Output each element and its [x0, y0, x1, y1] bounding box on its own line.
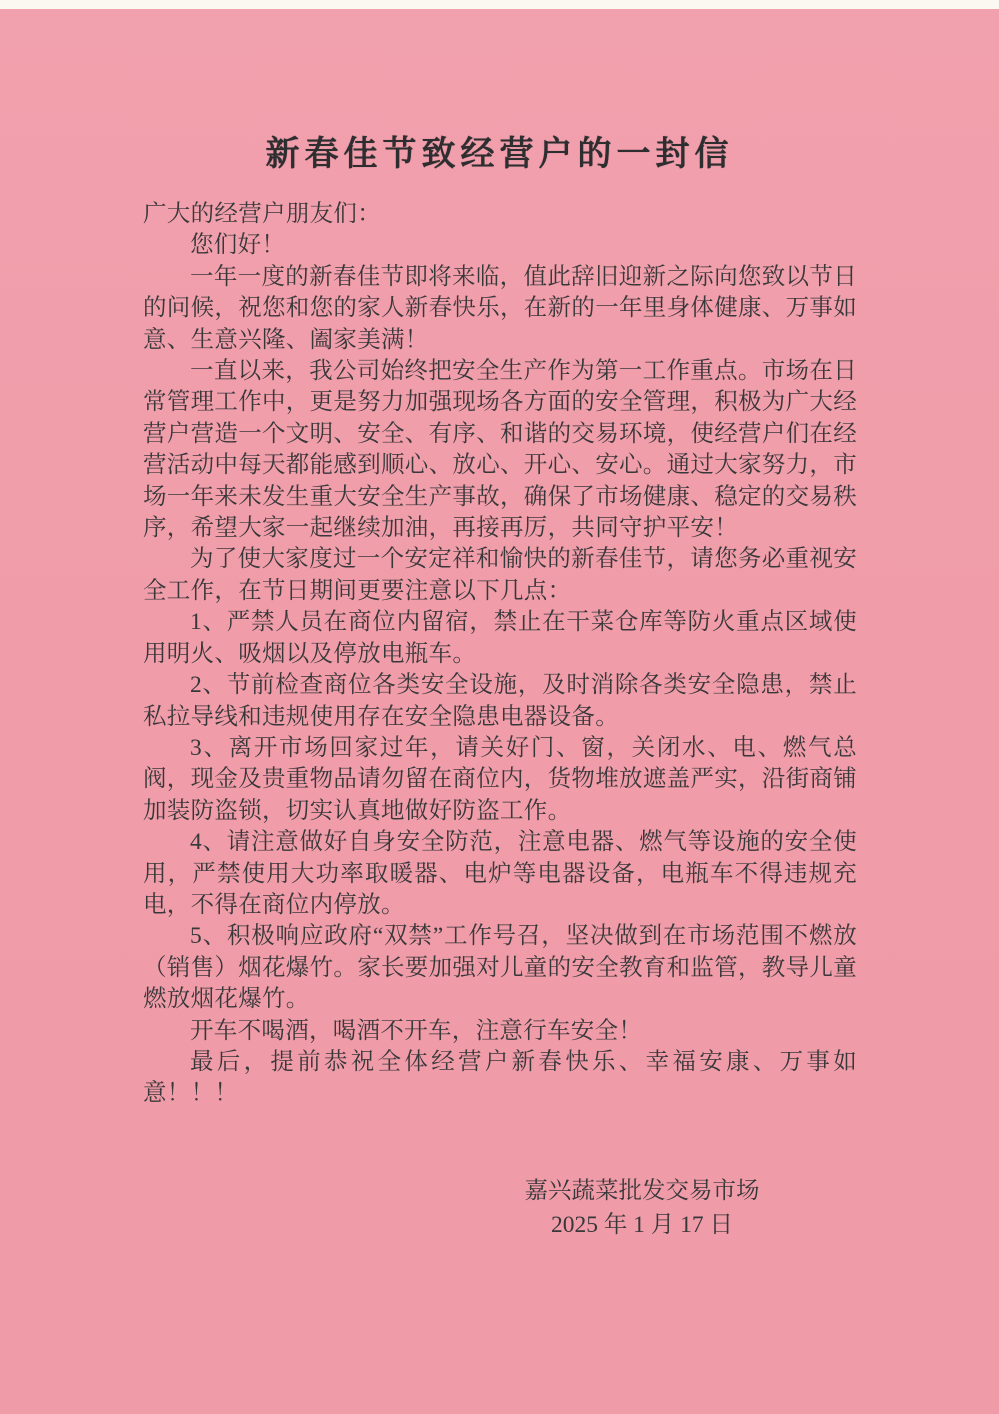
greeting-line: 您们好！ — [190, 232, 286, 259]
notice-item-1: 1、严禁人员在商位内留宿，禁止在干菜仓库等防火重点区域使用明火、吸烟以及停放电瓶车。 — [143, 609, 857, 667]
closing-wishes-line: 最后，提前恭祝全体经营户新春快乐、幸福安康、万事如意！！！ — [143, 1048, 857, 1107]
driving-safety-line: 开车不喝酒，喝酒不开车，注意行车安全！ — [190, 1017, 643, 1044]
signature-organization: 嘉兴蔬菜批发交易市场 — [524, 1178, 760, 1204]
paragraph-holiday-notice-intro: 为了使大家度过一个安定祥和愉快的新春佳节，请您务必重视安全工作，在节日期间更要注意以下几点： — [143, 546, 857, 604]
notice-item-2: 2、节前检查商位各类安全设施，及时消除各类安全隐患，禁止私拉导线和违规使用存在安全隐患电器设备。 — [143, 672, 857, 730]
notice-item-4: 4、请注意做好自身安全防范，注意电器、燃气等设施的安全使用，严禁使用大功率取暖器、电炉等电器设备，电瓶车不得违规充电，不得在商位内停放。 — [143, 829, 857, 918]
notice-item-3: 3、离开市场回家过年，请关好门、窗，关闭水、电、燃气总阀，现金及贵重物品请勿留在商位内，货物堆放遮盖严实，沿街商铺加装防盗锁，切实认真地做好防盗工作。 — [143, 734, 857, 824]
salutation-line: 广大的经营户朋友们： — [143, 201, 381, 227]
letter-body — [143, 199, 857, 1110]
paragraph-safety-overview: 一直以来，我公司始终把安全生产作为第一工作重点。市场在日常管理工作中，更是努力加强现场各方面的安全管理，积极为广大经营户营造一个文明、安全、有序、和谐的交易环境，使经营户们在经营活动中每天都能感到顺心、放心、开心、安心。通过大家努力，市场一年来未发生重大安全生产事故，确保了市场健康、稳定的交易秩序，希望大家一起继续加油，再接再厉，共同守护平安！ — [143, 358, 857, 542]
letter-title: 新春佳节致经营户的一封信 — [265, 136, 734, 173]
paragraph-new-year-wishes: 一年一度的新春佳节即将来临，值此辞旧迎新之际向您致以节日的问候，祝您和您的家人新春快乐，在新的一年里身体健康、万事如意、生意兴隆、阖家美满！ — [143, 263, 857, 353]
signature-date: 2025 年 1 月 17 日 — [550, 1211, 734, 1238]
signature-block — [512, 1175, 772, 1242]
notice-item-5: 5、积极响应政府“双禁”工作号召，坚决做到在市场范围不燃放（销售）烟花爆竹。家长要加强对儿童的安全教育和监管，教导儿童燃放烟花爆竹。 — [143, 923, 857, 1013]
scan-edge-strip — [0, 0, 999, 9]
